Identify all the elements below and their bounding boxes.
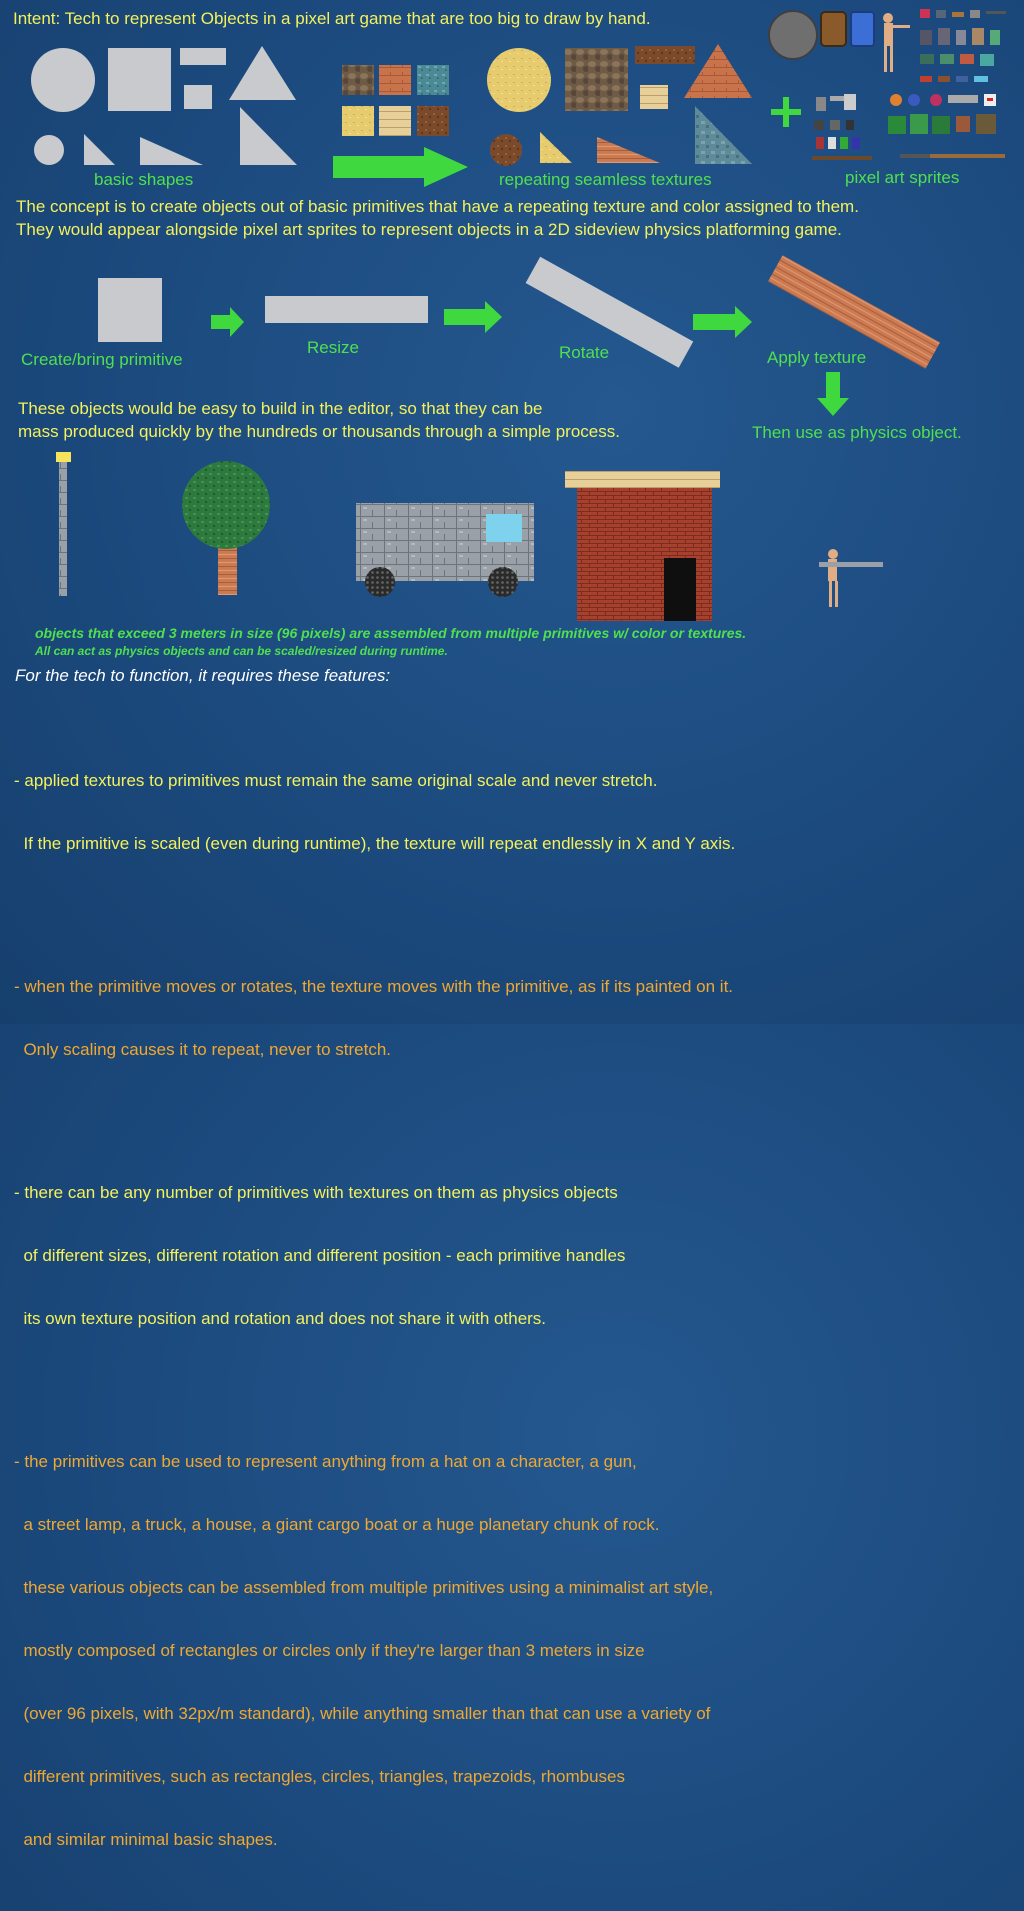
feature-4-line-1: - the primitives can be used to represent anything from a hat on a character, a gun,: [14, 1452, 637, 1471]
feature-4-line-4: mostly composed of rectangles or circles only if they're larger than 3 meters in size: [14, 1641, 645, 1660]
shape-right-triangle-1: [84, 134, 115, 165]
arrow-3-icon: [693, 306, 752, 338]
shape-square: [108, 48, 171, 111]
lamp-pole: [59, 460, 67, 596]
blue-barrel-sprite: [851, 12, 874, 46]
character-with-gun: [828, 549, 838, 607]
feature-1-line-1: - applied textures to primitives must remain the same original scale and never stretch.: [14, 771, 658, 790]
concept-text: [16, 195, 859, 241]
step-resized: [265, 296, 428, 323]
label-basic-shapes: basic shapes: [94, 170, 194, 189]
truck-wheel-1: [365, 567, 395, 597]
shape-right-triangle-3: [240, 107, 297, 165]
truck-window: [486, 514, 522, 542]
step-rotated: [526, 257, 694, 368]
feature-3: [14, 1141, 735, 1370]
feature-4-line-5: (over 96 pixels, with 32px/m standard), while anything smaller than that can use a variety of: [14, 1704, 711, 1723]
label-resize: Resize: [307, 338, 359, 357]
arrow-down-icon: [817, 372, 849, 416]
plus-icon: [771, 97, 801, 127]
gun-primitive: [819, 562, 883, 567]
step-primitive: [98, 278, 162, 342]
shape-right-triangle-2: [140, 137, 203, 165]
feature-4-line-7: and similar minimal basic shapes.: [14, 1830, 278, 1849]
basic-shapes-group: [31, 46, 297, 165]
house-door: [664, 558, 696, 621]
boulder-sprite: [769, 11, 817, 59]
main-arrow-icon: [333, 147, 468, 187]
feature-3-line-3: its own texture position and rotation and does not share it with others.: [14, 1309, 547, 1328]
shape-circle: [31, 48, 95, 112]
shape-triangle: [229, 46, 296, 100]
truck-wheel-2: [488, 567, 518, 597]
concept-line-2: They would appear alongside pixel art sprites to represent objects in a 2D sideview physics platforming game.: [16, 220, 842, 239]
barrel-sprite: [821, 12, 846, 46]
label-then-use: Then use as physics object.: [752, 423, 962, 442]
feature-1-line-2: If the primitive is scaled (even during runtime), the texture will repeat endlessly in X and Y axis.: [14, 834, 736, 853]
character-sprite: [883, 13, 910, 72]
house-roof: [565, 471, 720, 488]
features-heading: For the tech to function, it requires these features:: [15, 666, 391, 685]
intent-text: Intent: Tech to represent Objects in a pixel art game that are too big to draw by hand.: [13, 9, 651, 28]
shape-circle-small: [34, 135, 64, 165]
feature-2-line-1: - when the primitive moves or rotates, the texture moves with the primitive, as if its painted on it.: [14, 977, 734, 996]
feature-4-line-3: these various objects can be assembled from multiple primitives using a minimalist art style,: [14, 1578, 714, 1597]
feature-1: [14, 729, 735, 895]
feature-4-line-6: different primitives, such as rectangles, circles, triangles, trapezoids, rhombuses: [14, 1767, 626, 1786]
textured-shapes: [487, 44, 752, 166]
feature-4: [14, 1410, 735, 1891]
label-sprites: pixel art sprites: [845, 168, 960, 187]
tree-crown: [182, 461, 270, 549]
feature-4-line-2: a street lamp, a truck, a house, a giant cargo boat or a huge planetary chunk of rock.: [14, 1515, 660, 1534]
shape-rect-wide: [180, 48, 226, 65]
lamp-light: [56, 452, 71, 462]
example-objects: [56, 452, 883, 621]
concept-line-1: The concept is to create objects out of basic primitives that have a repeating texture and color assigned to them.: [16, 197, 859, 216]
arrow-2-icon: [444, 301, 502, 333]
process-row: [98, 255, 940, 416]
editor-line-2: mass produced quickly by the hundreds or thousands through a simple process.: [18, 422, 620, 441]
arrow-1-icon: [211, 307, 244, 337]
size-note-sub: All can act as physics objects and can be scaled/resized during runtime.: [35, 644, 448, 658]
label-textures: repeating seamless textures: [499, 170, 712, 189]
tree-trunk: [218, 545, 237, 595]
editor-line-1: These objects would be easy to build in the editor, so that they can be: [18, 399, 543, 418]
feature-2: [14, 935, 735, 1101]
feature-2-line-2: Only scaling causes it to repeat, never to stretch.: [14, 1040, 392, 1059]
label-create: Create/bring primitive: [21, 350, 183, 369]
features-list: [14, 689, 735, 1911]
size-note: objects that exceed 3 meters in size (96 pixels) are assembled from multiple primitives w/ color or textures.: [35, 625, 747, 641]
feature-3-line-2: of different sizes, different rotation and different position - each primitive handles: [14, 1246, 626, 1265]
label-rotate: Rotate: [559, 343, 610, 362]
editor-text: [18, 397, 620, 443]
sprite-collection: [769, 9, 1006, 160]
shape-rect-small: [184, 85, 212, 109]
feature-3-line-1: - there can be any number of primitives with textures on them as physics objects: [14, 1183, 618, 1202]
label-apply: Apply texture: [767, 348, 867, 367]
texture-swatches: [342, 65, 449, 136]
